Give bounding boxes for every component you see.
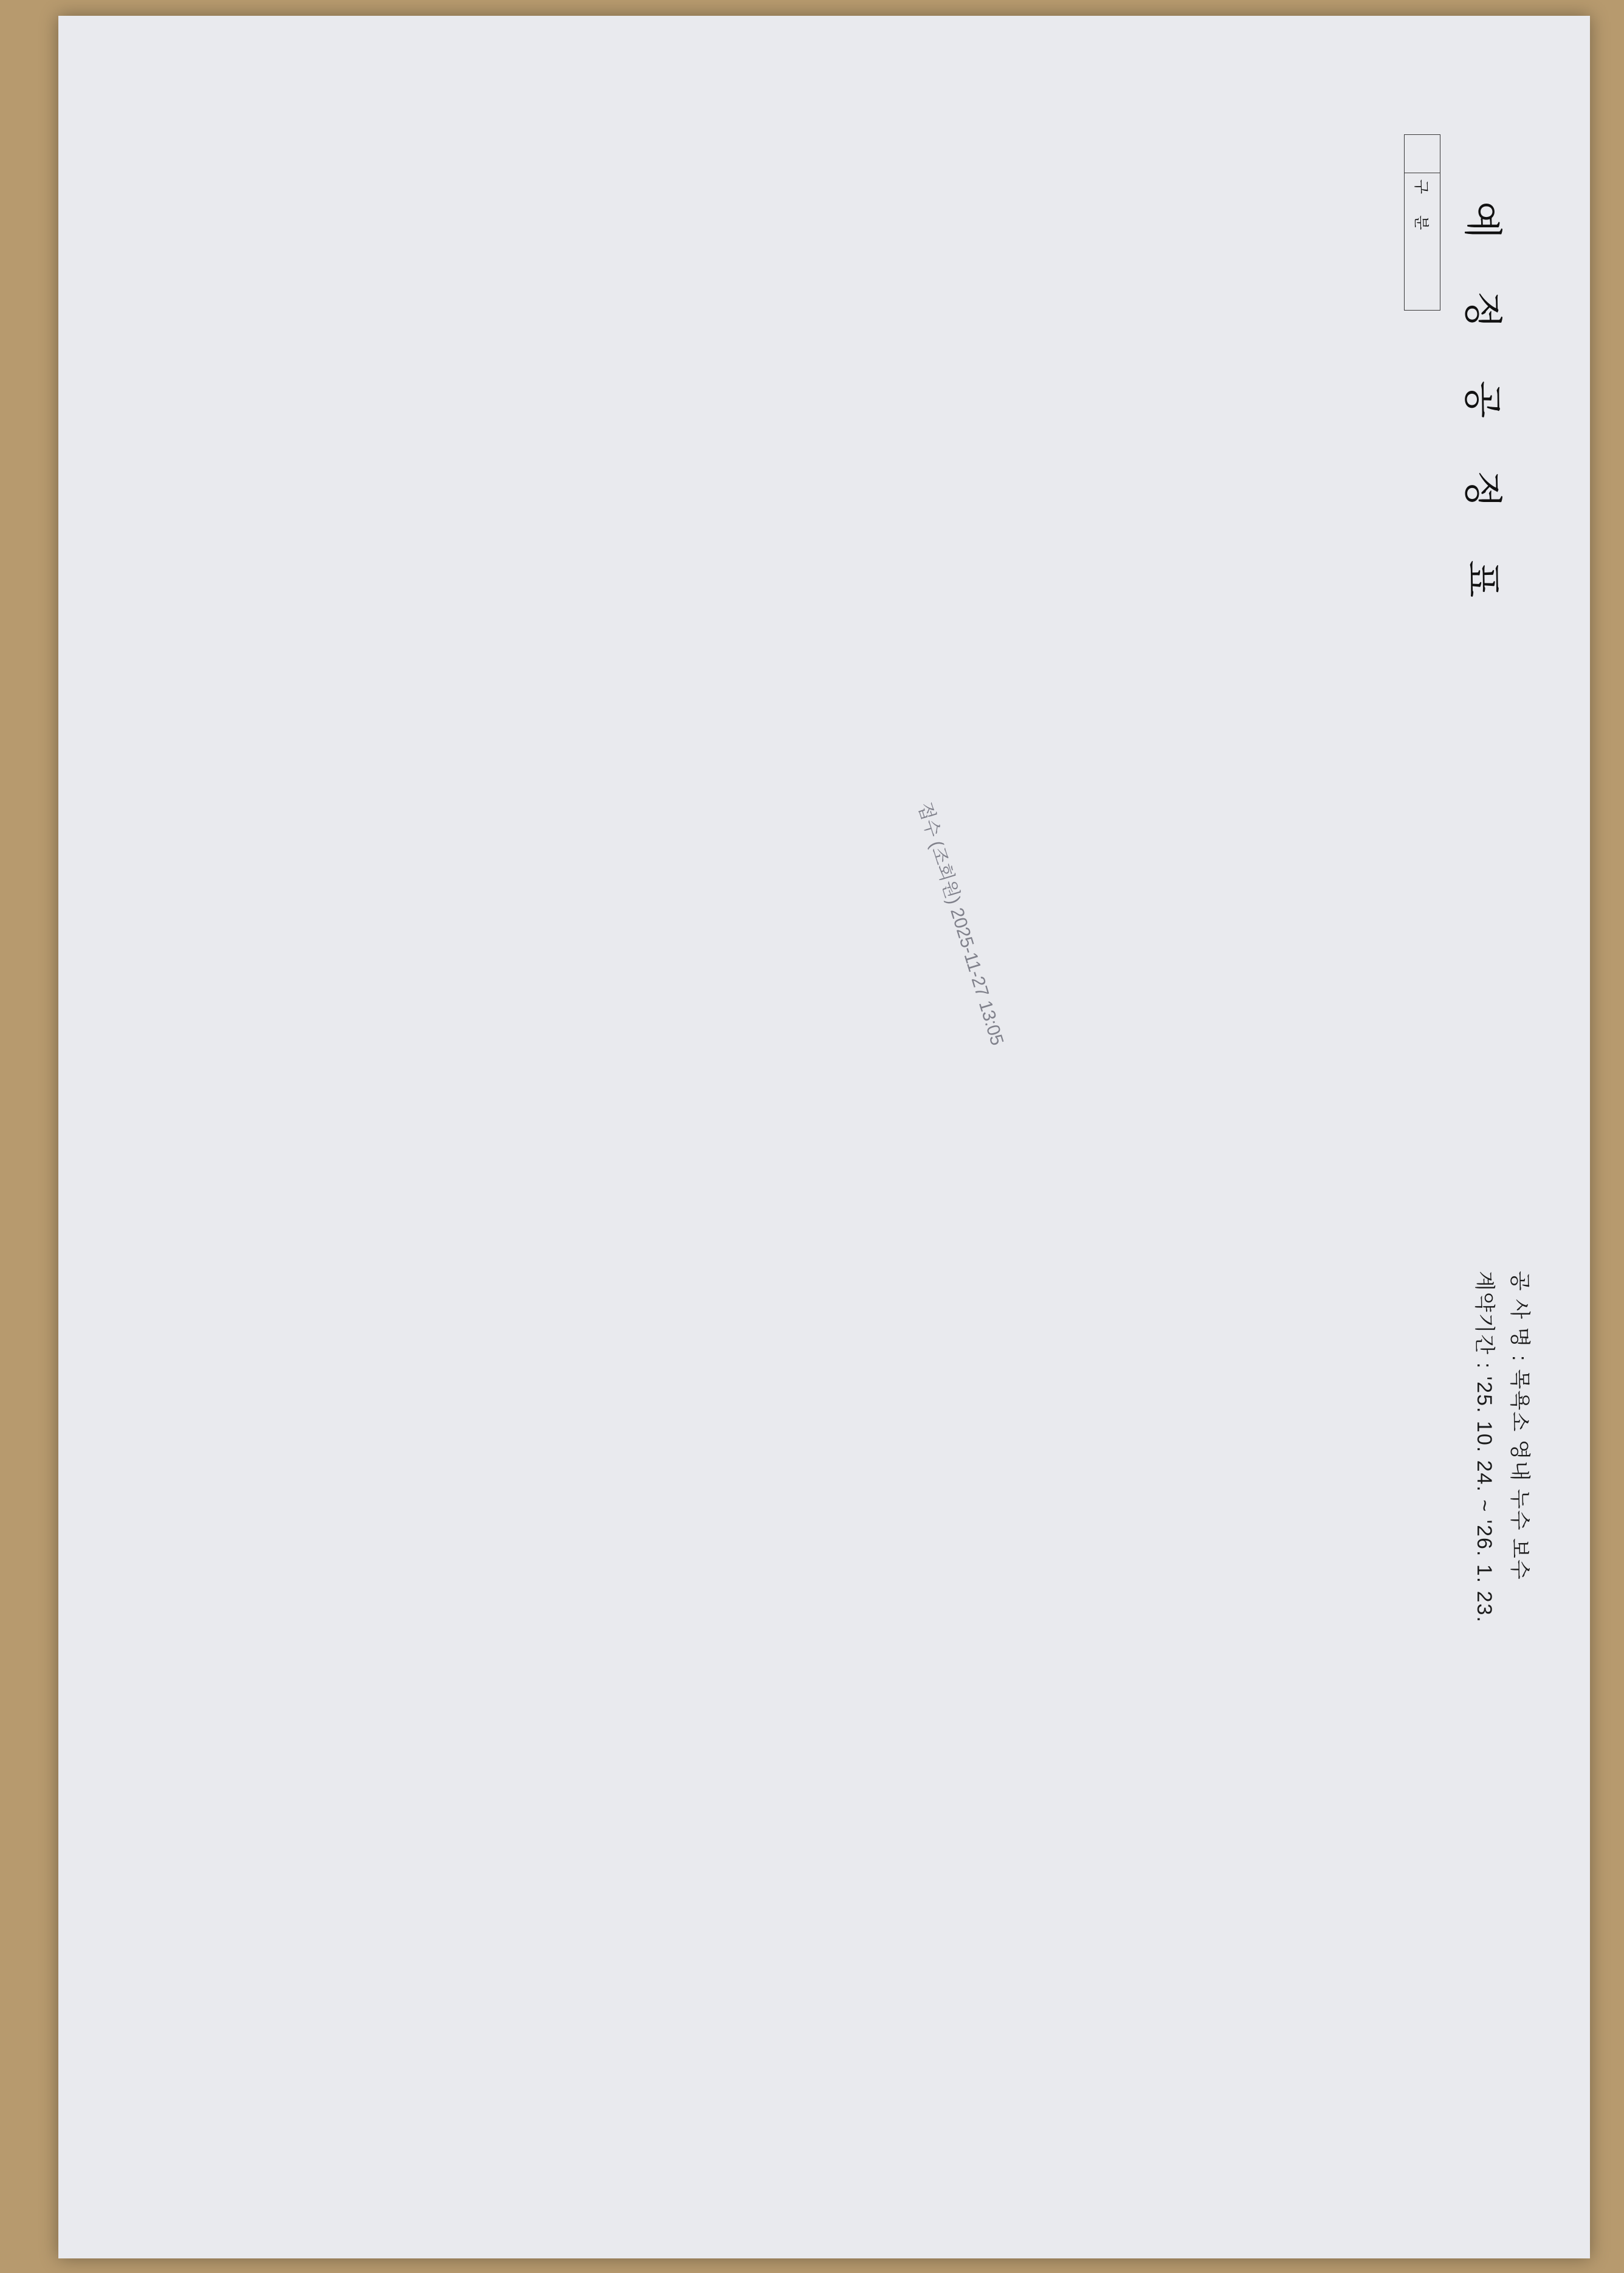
header-category <box>1405 135 1440 173</box>
document-canvas <box>77 43 1572 2231</box>
contract-period-label: 계약기간 : '25. 10. 24. ~ '26. 1. 23. <box>1473 1271 1496 1623</box>
header-division: 구 분 <box>1405 173 1440 311</box>
schedule-table <box>1404 134 1440 311</box>
receipt-stamp: 접수 (조회원) 2025-11-27 13:05 <box>914 800 1008 1048</box>
paper-sheet <box>58 16 1590 2258</box>
page-title: 예 정 공 정 표 <box>1461 201 1504 619</box>
project-name-label: 공 사 명 : 목욕소 영내 누수 보수 <box>1508 1271 1531 1581</box>
table-head <box>1405 135 1440 311</box>
photo-background-edge <box>0 0 58 2273</box>
